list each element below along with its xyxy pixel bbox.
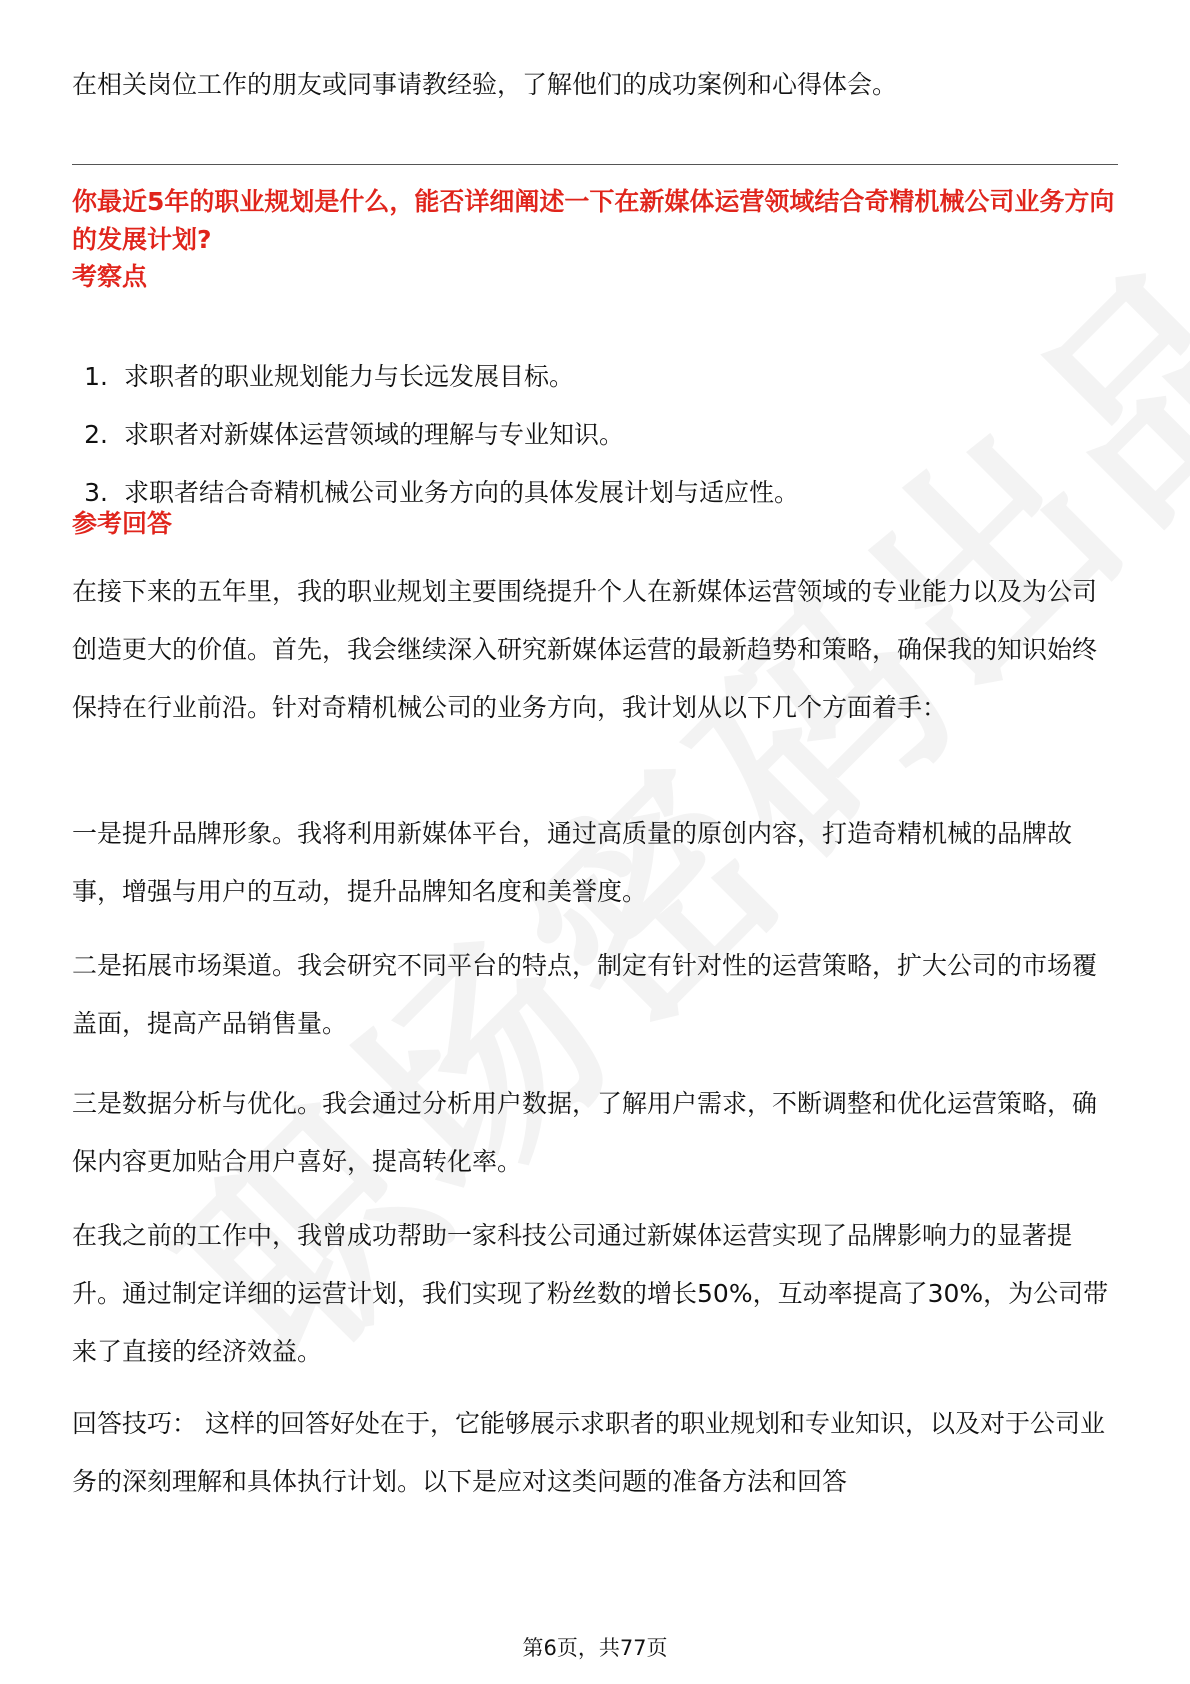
list-item-text: 求职者的职业规划能力与长远发展目标。 xyxy=(124,362,575,391)
list-item xyxy=(72,406,1118,464)
list-item-number: 1. xyxy=(84,362,108,391)
exam-points-list xyxy=(72,348,1118,522)
list-item xyxy=(72,348,1118,406)
answer-paragraph-brand: 一是提升品牌形象。我将利用新媒体平台，通过高质量的原创内容，打造奇精机械的品牌故事，增强与用户的互动，提升品牌知名度和美誉度。 xyxy=(72,819,1073,906)
list-item-number: 3. xyxy=(84,478,108,507)
answer-paragraph-intro: 在接下来的五年里，我的职业规划主要围绕提升个人在新媒体运营领域的专业能力以及为公司创造更大的价值。首先，我会继续深入研究新媒体运营的最新趋势和策略，确保我的知识始终保持在行业前沿。针对奇精机械公司的业务方向，我计划从以下几个方面着手： xyxy=(72,577,1098,722)
answer-paragraph-experience: 在我之前的工作中，我曾成功帮助一家科技公司通过新媒体运营实现了品牌影响力的显著提升。通过制定详细的运营计划，我们实现了粉丝数的增长50%，互动率提高了30%，为公司带来了直接的经济效益。 xyxy=(72,1221,1109,1366)
list-item-number: 2. xyxy=(84,420,108,449)
exam-points-heading: 考察点 xyxy=(72,262,148,291)
list-item xyxy=(72,464,1118,522)
section-divider xyxy=(72,164,1118,165)
list-item-text: 求职者结合奇精机械公司业务方向的具体发展计划与适应性。 xyxy=(124,478,800,507)
list-item-text: 求职者对新媒体运营领域的理解与专业知识。 xyxy=(124,420,625,449)
answer-tips-paragraph: 回答技巧： 这样的回答好处在于，它能够展示求职者的职业规划和专业知识，以及对于公司业务的深刻理解和具体执行计划。以下是应对这类问题的准备方法和回答 xyxy=(72,1409,1105,1496)
answer-paragraph-market: 二是拓展市场渠道。我会研究不同平台的特点，制定有针对性的运营策略，扩大公司的市场覆盖面，提高产品销售量。 xyxy=(72,951,1098,1038)
question-heading: 你最近5年的职业规划是什么，能否详细阐述一下在新媒体运营领域结合奇精机械公司业务方向的发展计划? xyxy=(72,187,1115,254)
top-paragraph: 在相关岗位工作的朋友或同事请教经验，了解他们的成功案例和心得体会。 xyxy=(72,70,898,99)
answer-paragraph-data: 三是数据分析与优化。我会通过分析用户数据，了解用户需求，不断调整和优化运营策略，确保内容更加贴合用户喜好，提高转化率。 xyxy=(72,1089,1098,1176)
page-footer: 第6页，共77页 xyxy=(522,1636,668,1660)
reference-answer-heading: 参考回答 xyxy=(72,509,173,538)
